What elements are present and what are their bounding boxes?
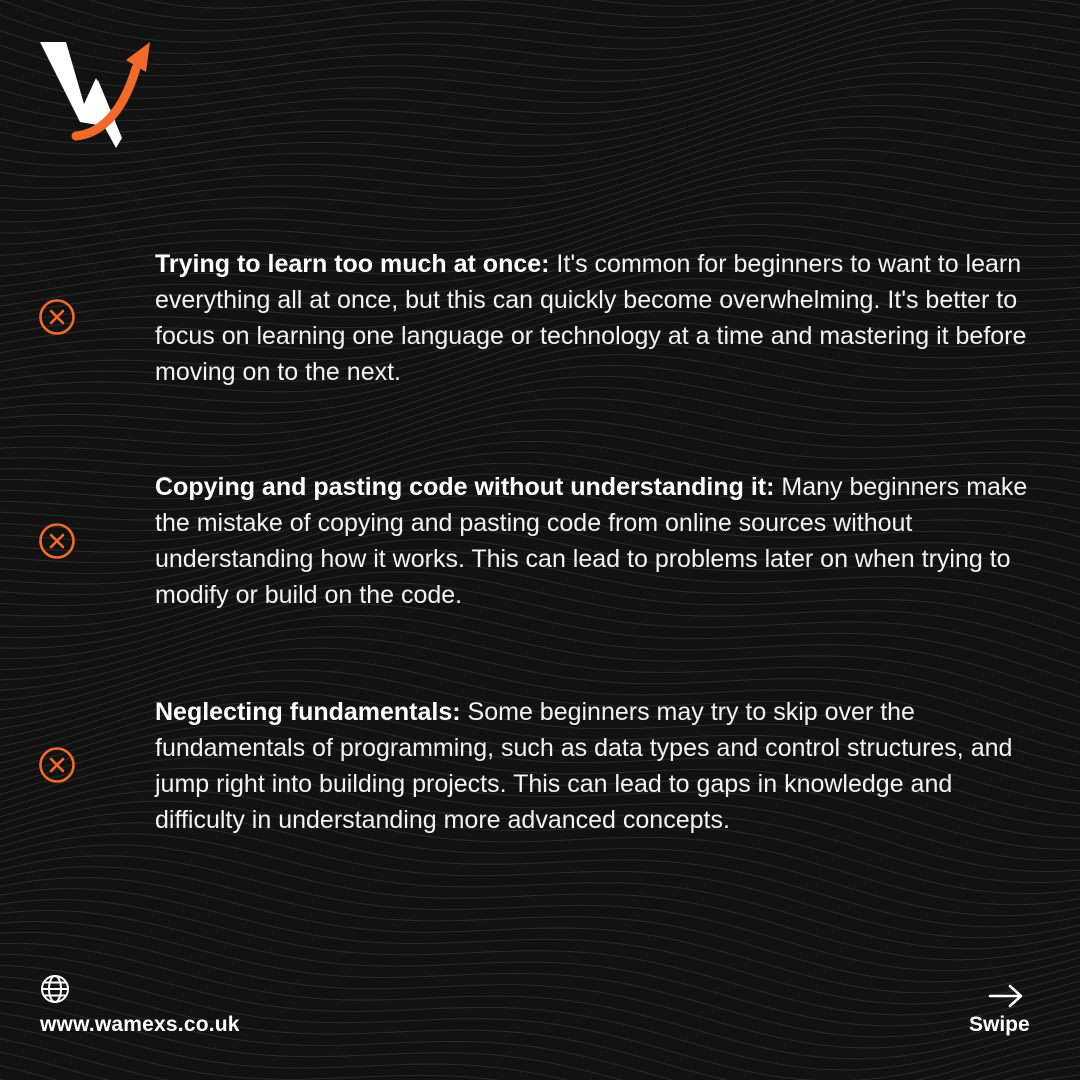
mistake-text bbox=[155, 694, 1045, 838]
wave-line bbox=[0, 116, 1080, 210]
wamexs-logo bbox=[36, 38, 152, 150]
wave-line bbox=[0, 867, 1080, 982]
arrow-right-icon[interactable] bbox=[988, 984, 1024, 1008]
website-link[interactable]: www.wamexs.co.uk bbox=[40, 1013, 240, 1036]
wave-line bbox=[0, 106, 1080, 200]
wave-line bbox=[0, 387, 1080, 467]
circle-x-icon bbox=[38, 746, 76, 784]
wave-line bbox=[0, 1066, 1080, 1080]
wave-line bbox=[0, 0, 1080, 8]
wave-line bbox=[0, 127, 1080, 222]
wave-line bbox=[0, 943, 1080, 1059]
mistake-text bbox=[155, 469, 1045, 613]
mistake-body: Many beginners make the mistake of copying and pasting code from online sources without understanding how it works. This can lead to problems later on when trying to modify or build on the code. bbox=[155, 473, 1028, 609]
wave-line bbox=[0, 605, 1080, 697]
mistake-body: Some beginners may try to skip over the fundamentals of programming, such as data types and control structures, and jump right into building projects. This can lead to gaps in knowledge and difficulty in understanding more advanced concepts. bbox=[155, 698, 1013, 834]
mistake-title: Copying and pasting code without understanding it: bbox=[155, 473, 775, 501]
wave-line bbox=[0, 823, 1080, 938]
wave-line bbox=[0, 0, 1080, 53]
circle-x-icon bbox=[38, 298, 76, 336]
mistake-title: Neglecting fundamentals: bbox=[155, 698, 461, 726]
wave-line bbox=[0, 845, 1080, 960]
globe-icon bbox=[40, 974, 70, 1004]
circle-x-icon bbox=[38, 522, 76, 560]
wave-line bbox=[0, 0, 1080, 42]
mistake-text bbox=[155, 246, 1045, 390]
wave-line bbox=[0, 0, 1080, 87]
wave-line bbox=[0, 8, 1080, 98]
swipe-label[interactable]: Swipe bbox=[969, 1013, 1030, 1036]
mistake-title: Trying to learn too much at once: bbox=[155, 250, 550, 278]
wave-line bbox=[0, 878, 1080, 993]
mistake-body: It's common for beginners to want to learn everything all at once, but this can quickly become overwhelming. It's better to focus on learning one language or technology at a time and mastering it before moving on to the next. bbox=[155, 250, 1027, 386]
